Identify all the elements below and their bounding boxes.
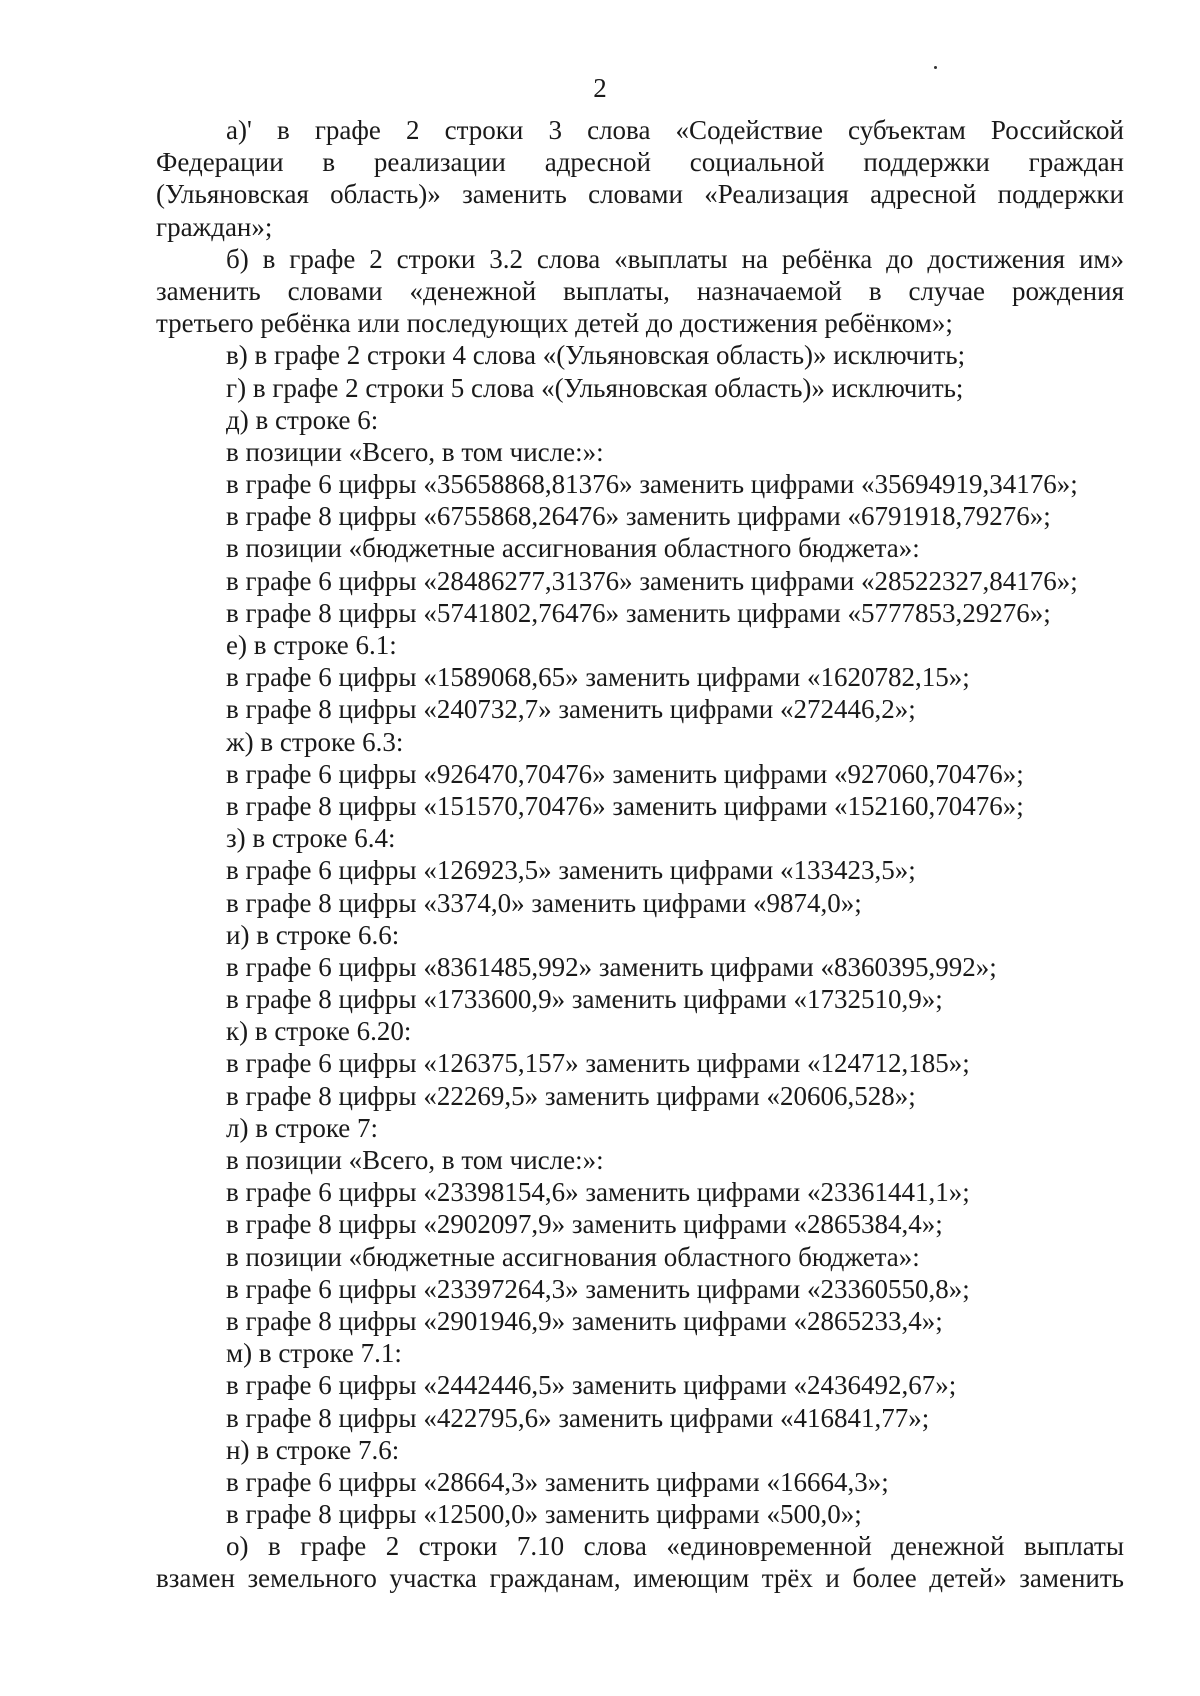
text-line: в) в графе 2 строки 4 слова «(Ульяновская область)» исключить; (226, 340, 966, 371)
text-line: в графе 6 цифры «926470,70476» заменить цифрами «927060,70476»; (226, 758, 1024, 789)
text-line: в графе 6 цифры «23398154,6» заменить цифрами «23361441,1»; (226, 1177, 970, 1208)
text-line: г) в графе 2 строки 5 слова «(Ульяновская область)» исключить; (226, 372, 964, 403)
text-line: в графе 8 цифры «240732,7» заменить цифрами «272446,2»; (226, 694, 916, 725)
text-line: в графе 6 цифры «23397264,3» заменить цифрами «23360550,8»; (226, 1273, 970, 1304)
text-line: е) в строке 6.1: (226, 630, 397, 660)
text-line: в графе 8 цифры «12500,0» заменить цифрами «500,0»; (226, 1499, 862, 1530)
scan-speck (934, 66, 937, 69)
text-line: и) в строке 6.6: (226, 919, 400, 950)
text-line: д) в строке 6: (226, 404, 379, 435)
text-line: граждан»; (156, 211, 273, 242)
text-line: в позиции «бюджетные ассигнования областного бюджета»: (226, 533, 920, 564)
text-line: л) в строке 7: (226, 1112, 379, 1143)
text-line: взамен земельного участка гражданам, имеющим трёх и более детей» заменить (156, 1563, 1124, 1594)
text-line: в графе 6 цифры «8361485,992» заменить цифрами «8360395,992»; (226, 951, 997, 982)
text-line: в позиции «Всего, в том числе:»: (226, 1145, 604, 1175)
text-line: в графе 8 цифры «1733600,9» заменить цифрами «1732510,9»; (226, 984, 943, 1015)
text-line: в графе 8 цифры «3374,0» заменить цифрами «9874,0»; (226, 887, 862, 918)
text-line: в графе 6 цифры «2442446,5» заменить цифрами «2436492,67»; (226, 1370, 957, 1401)
text-line: о) в графе 2 строки 7.10 слова «единовременной денежной выплаты (226, 1531, 1124, 1562)
text-line: в графе 8 цифры «6755868,26476» заменить цифрами «6791918,79276»; (226, 501, 1051, 532)
text-line: в графе 6 цифры «126923,5» заменить цифрами «133423,5»; (226, 855, 916, 886)
text-line: б) в графе 2 строки 3.2 слова «выплаты на ребёнка до достижения им» (226, 243, 1124, 274)
document-body (156, 114, 1124, 1595)
text-line: к) в строке 6.20: (226, 1016, 412, 1047)
page-number: 2 (593, 73, 607, 103)
text-line: в графе 6 цифры «126375,157» заменить цифрами «124712,185»; (226, 1048, 970, 1079)
text-line: з) в строке 6.4: (226, 823, 396, 854)
text-line: в позиции «бюджетные ассигнования областного бюджета»: (226, 1241, 920, 1272)
text-line: в графе 6 цифры «28664,3» заменить цифрами «16664,3»; (226, 1466, 889, 1497)
text-line: в графе 8 цифры «151570,70476» заменить цифрами «152160,70476»; (226, 790, 1024, 821)
text-line: в графе 8 цифры «5741802,76476» заменить цифрами «5777853,29276»; (226, 597, 1051, 628)
text-line: ж) в строке 6.3: (226, 726, 404, 757)
text-line: в позиции «Всего, в том числе:»: (226, 436, 604, 467)
text-line: в графе 8 цифры «2901946,9» заменить цифрами «2865233,4»; (226, 1305, 943, 1336)
text-line: в графе 6 цифры «1589068,65» заменить цифрами «1620782,15»; (226, 662, 970, 693)
text-line: н) в строке 7.6: (226, 1434, 400, 1465)
text-line: а)' в графе 2 строки 3 слова «Содействие субъектам Российской (226, 115, 1124, 145)
text-line: Федерации в реализации адресной социальной поддержки граждан (156, 147, 1124, 178)
text-line: третьего ребёнка или последующих детей до достижения ребёнком»; (156, 308, 953, 339)
text-line: (Ульяновская область)» заменить словами «Реализация адресной поддержки (156, 179, 1124, 210)
text-line: в графе 6 цифры «28486277,31376» заменить цифрами «28522327,84176»; (226, 565, 1078, 596)
text-line: в графе 8 цифры «422795,6» заменить цифрами «416841,77»; (226, 1402, 930, 1433)
text-line: заменить словами «денежной выплаты, назначаемой в случае рождения (156, 275, 1124, 306)
text-line: в графе 8 цифры «2902097,9» заменить цифрами «2865384,4»; (226, 1209, 943, 1240)
text-line: в графе 8 цифры «22269,5» заменить цифрами «20606,528»; (226, 1080, 916, 1111)
text-line: м) в строке 7.1: (226, 1338, 402, 1369)
text-line: в графе 6 цифры «35658868,81376» заменить цифрами «35694919,34176»; (226, 469, 1078, 500)
